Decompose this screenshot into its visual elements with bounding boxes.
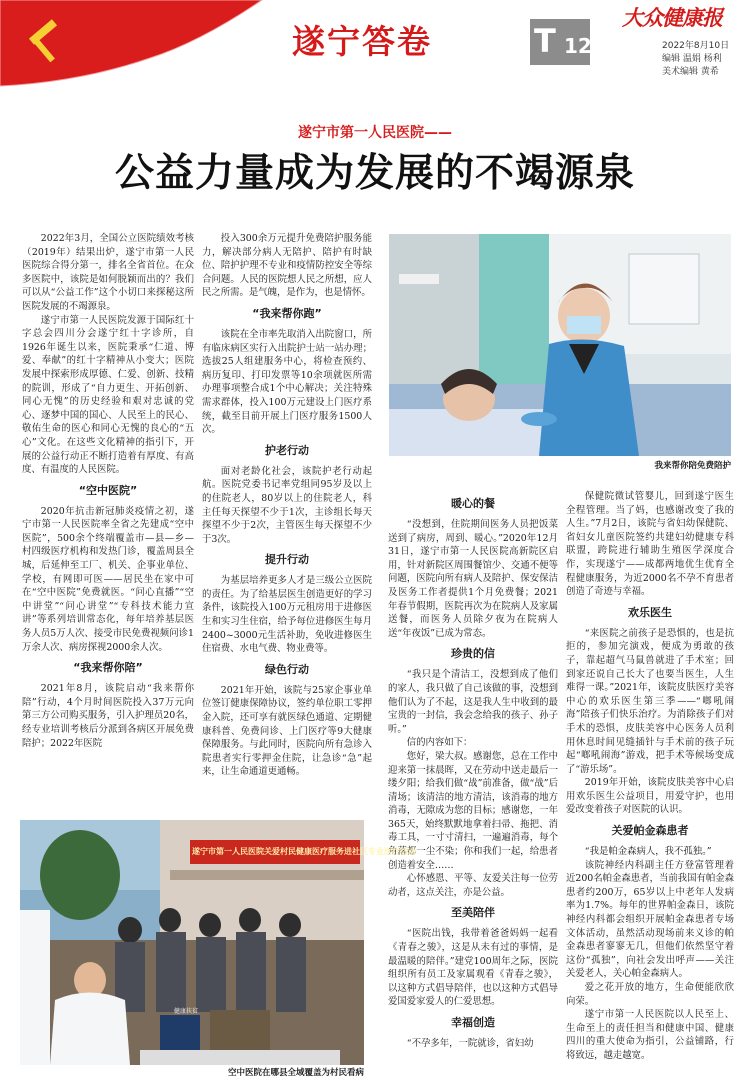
paragraph: 遂宁市第一人民医院以人民至上、生命至上的责任担当和健康中国、健康四川的重大使命为指引，公益铺路，行将致远，越走越宽。 [566, 1009, 734, 1061]
subheading: 关爱帕金森患者 [611, 824, 689, 838]
section-title: 遂宁答卷 [292, 22, 432, 61]
photo-caption: 空中医院在哪县全域覆盖为村民看病 [227, 1068, 364, 1078]
paragraph: 遂宁市第一人民医院发源于国际红十字总会四川分会遂宁红十字诊所，自1926年诞生以来，医院秉承“仁道、博爱、奉献”的红十字精神从小变大；医院发展中探索形成厚德、仁爱、创新、技精的院训，形成了“自力更生、开拓创新、同心无愧”的历史经验和艰对忠诚的党心、逐梦中国的国心、人民至上的民心、敬佑生命的医心和同心无愧的良心的“五心”文化。在这些文化精神的指引下，开展的公益行动正不断打造着有厚度、有高度、有温度的人民医院。 [22, 314, 194, 476]
art-editor-credit: 美术编辑 黄希 [662, 67, 719, 77]
page-letter: T [534, 22, 556, 60]
paragraph: 2019年开始，该院皮肤美容中心启用欢乐医生公益项目，用爱守护，也用爱改变着孩子对医院的认识。 [566, 777, 734, 816]
article-column-4 [566, 490, 734, 1080]
paragraph: 您好，梁大叔。感谢您，总在工作中迎来第一抹晨晖，又在劳动中送走最后一缕夕阳；给我们做“战”前准备，做“战”后清场；该清洁的地方清洁，该消毒的地方消毒，无隙成为您的目标；感谢您，一年365天，始终默默地拿着扫帚、拖把、消毒工具，一寸寸清扫，一遍遍消毒，每个角落都一尘不染；你和我们一起，给患者创造着安全…… [388, 750, 558, 871]
paragraph: “来医院之前孩子是恐惧的，也是抗拒的，参加完演戏，便成为勇敢的孩子，靠起超气马鼠兽就进了手术室；回到家还说自己长大了也要当医生，人生难得一课。”2021年，该院皮肤医疗美容中心的欢乐医生第三季——“啷吼闹海”陪孩子们快乐治疗。为消除孩子们对手术的恐惧，皮肤美容中心医务人员利用休息时间见缝插针与手术前的孩子玩起“啷吼闹海”游戏，把手术等候场变成了“游乐场”。 [566, 627, 734, 775]
newspaper-masthead: 大众健康报 [622, 5, 722, 30]
paragraph: 爱之花开放的地方，生命便能欣欣向荣。 [566, 982, 734, 1007]
subheading: 至美陪伴 [451, 906, 495, 920]
paragraph: 面对老龄化社会，该院护老行动起航。医院党委书记率党组同95岁及以上的住院老人，80岁以上的住院老人，科主任每天探望不少于1次，主诊组长每天探望不少于2次，主管医生每天探望不少于3次。 [202, 465, 372, 545]
photo-banner-text: 遂宁市第一人民医院关爱村民健康医疗服务进社区专业医疗活动 [192, 847, 416, 856]
photo-nurse-feeding-patient [389, 234, 731, 456]
article-kicker: 遂宁市第一人民医院—— [298, 125, 452, 141]
subheading: 提升行动 [265, 553, 309, 567]
article-column-3 [388, 490, 558, 1080]
photo-caption: 我来帮你陪免费陪护 [654, 461, 731, 471]
subheading: 暖心的餐 [451, 497, 495, 510]
issue-date: 2022年8月10日 [662, 41, 730, 51]
article-headline: 公益力量成为发展的不竭源泉 [114, 151, 635, 196]
photo-sign-text: 健康扶贫 [173, 1008, 198, 1015]
paragraph: 保健院微试管婴儿，回到遂宁医生全程管理。当了妈，也感谢改变了我的人生。”7月2日，该院与省妇幼保健院、省妇女儿童医院签约共建妇幼健康专科联盟，跨院进行辅助生殖医学深度合作，实现遂宁——成都两地优生优育全程健康服务，为近2000名不孕不育患者创造了奇迹与幸福。 [566, 491, 734, 598]
paragraph: 为基层培养更多人才是三级公立医院的责任。为了给基层医生创造更好的学习条件，该院投入100万元租房用于进修医生和实习生住宿，给予每位进修医生每月2400~3000元生活补助，免收进修医生住宿费、水电气费、物业费等。 [202, 575, 372, 655]
article-column-1 [22, 232, 194, 818]
subheading: “空中医院” [78, 483, 138, 497]
page-number: 12 [564, 34, 592, 58]
paragraph: 2021年开始，该院与25家企事业单位签订健康保障协议，签约单位职工零押金入院，还可享有就医绿色通道、定期健康科普、免费问诊、上门医疗等9大健康保障服务。与此同时，医院向所有急诊入院患者实行零押金住院，让急诊“急”起来，让生命通道更通畅。 [202, 684, 372, 778]
issue-meta [662, 40, 729, 79]
paragraph: “医院出钱，我带着爸爸妈妈一起看《青春之骏》，这是从未有过的事情，是最温暖的陪伴。”建党100周年之际，医院组织所有员工及家属观看《青春之骏》，以这种方式倡导陪伴，也以这种方式倡导爱国爱家爱人的仁爱思想。 [388, 928, 558, 1008]
paragraph: “不孕多年，一院就诊，省妇幼 [406, 1038, 534, 1049]
article-column-2 [202, 232, 372, 818]
party-emblem-banner [0, 0, 270, 90]
paragraph: 该院神经内科副主任方登富管理着近200名帕金森患者，当前我国有帕金森患者约200万，65岁以上中老年人发病率为1.7%。每年的世界帕金森日，该院神经内科都会组织开展帕金森患者专场文体活动，虽然活动现场前来义诊的帕金森患者寥寥无几，但他们依然坚守着这份“孤独”，向社会发出呼声——关注关爱老人，关心帕金森病人。 [566, 859, 734, 980]
subheading: “我来帮你陪” [73, 661, 143, 675]
paragraph: 投入300余万元提升免费陪护服务能力，解决部分病人无陪护、陪护有时缺位、陪护护理不专业和疫情防控安全等综合问题。人民的医院想人民之所想，应人民之所需。是气魄，是作为，也是情怀。 [202, 233, 372, 299]
subheading: 珍贵的信 [451, 647, 495, 661]
paragraph: 该院在全市率先取消入出院窗口，所有临床病区实行入出院护士站一站办理；选拔25人组建服务中心，将检查预约、病历复印、打印发票等10余项就医所需办理事项整合成1个中心解决；关注特殊需求群体，投入100万元建设上门医疗系统，截至目前开展上门医疗服务1500人次。 [202, 328, 372, 436]
editor-credit: 编辑 温娟 杨利 [662, 54, 722, 64]
paragraph: 信的内容如下： [406, 737, 473, 749]
subheading: 绿色行动 [265, 662, 309, 676]
subheading: “我来帮你跑” [252, 306, 322, 320]
paragraph: “没想到，住院期间医务人员把饭菜送到了病房，周到、暖心。”2020年12月31日，遂宁市第一人民医院高新院区启用，针对新院区周围餐馆少、交通不便等问题，医院向所有病人及陪护、保安保洁及医务工作者提供1个月免费餐；2021年春节假期，医院再次为在院病人及家属送餐，而医务人员除夕夜为在院病人送“年夜饭”已成为常态。 [388, 519, 558, 639]
paragraph: 2022年3月，全国公立医院绩效考核（2019年）结果出炉，遂宁市第一人民医院综合得分第一，排名全省首位。在众多医院中，该院是如何脱颖而出的？我们可以从“公益工作”这个小切口来探秘这所医院发展的不竭源泉。 [22, 233, 194, 312]
page-number-tab [530, 19, 590, 65]
paragraph: “我是帕金森病人，我不孤独。” [584, 846, 712, 858]
subheading: 护老行动 [265, 443, 309, 457]
paragraph: 心怀感恩、平等、友爱关注每一位劳动者，这点关注，亦是公益。 [388, 873, 558, 898]
paragraph: “我只是个清洁工，没想到成了他们的家人，我只做了自己该做的事，没想到他们认为了不起，这是我人生中收到的最宝贵的一封信，我会念给我的孩子、孙子听。” [388, 669, 558, 735]
paragraph: 2020年抗击新冠肺炎疫情之初，遂宁市第一人民医院率全省之先建成“空中医院”，500余个终端覆盖市—县—乡—村四级医疗机构和发热门诊，覆盖周县全城，后延伸至工厂、机关、企事业单位、学校，有网即可医——居民坐在家中可在“空中医院”免费就医。“问心直播”“空中讲堂”“问心讲堂”“专科技术能力宣讲”等系列培训常态化，每年培养基层医务人员5万人次、接受市民免费视频问诊1万余人次、病房探视2000余人次。 [22, 505, 194, 653]
photo-rural-clinic [20, 820, 416, 1065]
subheading: 欢乐医生 [628, 605, 672, 619]
paragraph: 2021年8月，该院启动“我来帮你陪”行动，4个月时间医院投入37万元向第三方公司购买服务，引入护理员20名，经专业培训考核后分派到各病区开展免费陪护；2022年医院 [22, 683, 194, 749]
subheading: 幸福创造 [451, 1016, 495, 1029]
